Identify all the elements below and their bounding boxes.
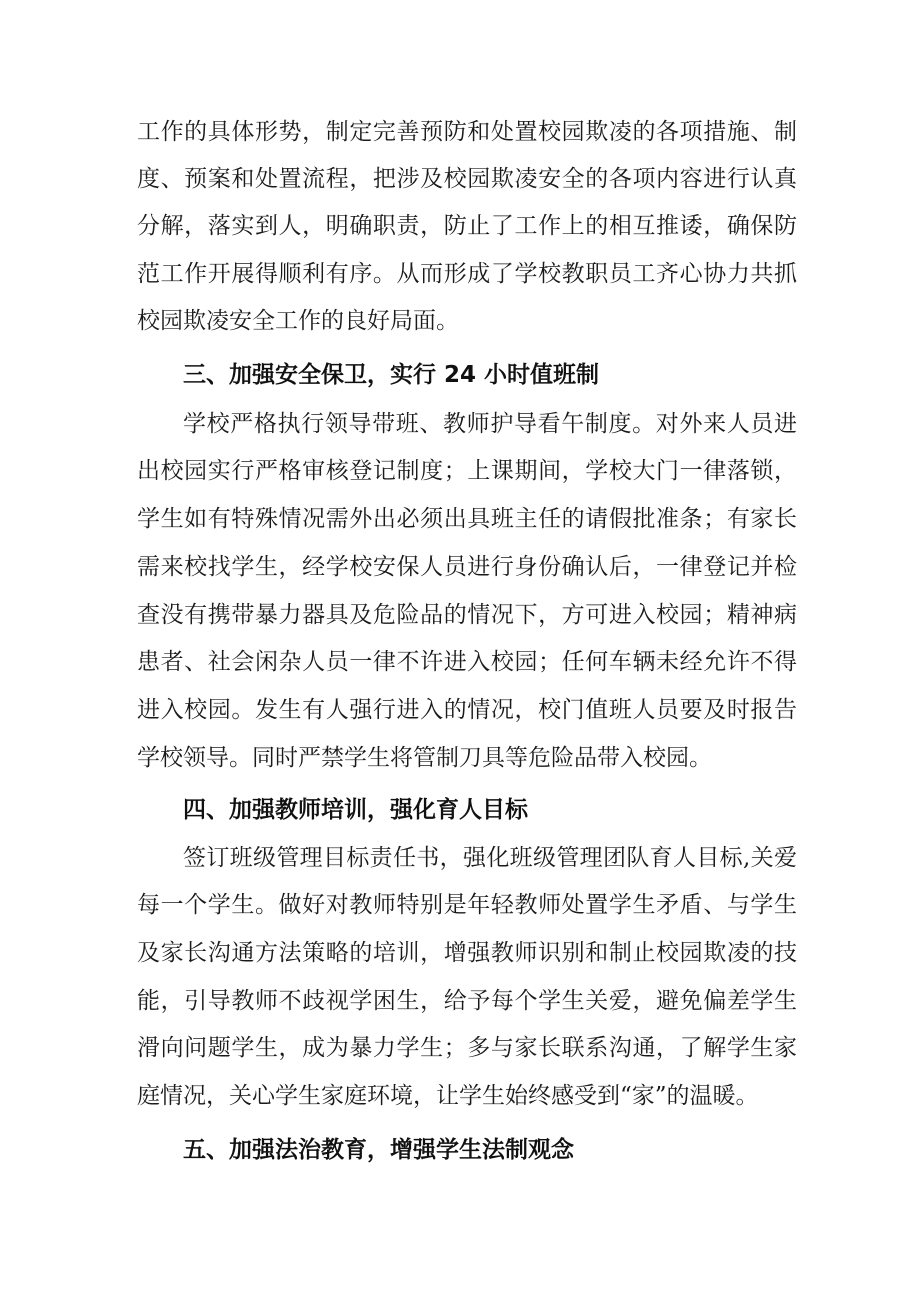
paragraph-line: 进入校园。发生有人强行进入的情况，校门值班人员要及时报告 [137,697,797,723]
paragraph-line: 庭情况，关心学生家庭环境，让学生始终感受到“家”的温暖。 [137,1083,759,1109]
paragraph-line: 滑向问题学生，成为暴力学生；多与家长联系沟通，了解学生家 [137,1035,797,1061]
paragraph-line: 每一个学生。做好对教师特别是年轻教师处置学生矛盾、与学生 [137,892,797,918]
paragraph-line: 出校园实行严格审核登记制度；上课期间，学校大门一律落锁， [137,458,797,484]
paragraph-line: 及家长沟通方法策略的培训，增强教师识别和制止校园欺凌的技 [137,940,797,966]
paragraph-line: 学生如有特殊情况需外出必须出具班主任的请假批准条；有家长 [137,506,797,532]
paragraph-line: 能，引导教师不歧视学困生，给予每个学生关爱，避免偏差学生 [137,988,797,1014]
paragraph-line: 签订班级管理目标责任书，强化班级管理团队育人目标,关爱 [183,845,797,871]
paragraph-line: 需来校找学生，经学校安保人员进行身份确认后，一律登记并检 [137,554,797,580]
paragraph-line: 度、预案和处置流程，把涉及校园欺凌安全的各项内容进行认真 [137,166,797,192]
paragraph-line: 工作的具体形势，制定完善预防和处置校园欺凌的各项措施、制 [137,119,797,145]
paragraph-line: 校园欺凌安全工作的良好局面。 [137,308,459,334]
section-heading-5: 五、加强法治教育，增强学生法制观念 [183,1137,574,1163]
paragraph-line: 患者、社会闲杂人员一律不许进入校园；任何车辆未经允许不得 [137,649,797,675]
paragraph-line: 学校严格执行领导带班、教师护导看午制度。对外来人员进 [183,411,797,437]
paragraph-line: 查没有携带暴力器具及危险品的情况下，方可进入校园；精神病 [137,602,797,628]
section-heading-4: 四、加强教师培训，强化育人目标 [183,797,528,823]
paragraph-line: 范工作开展得顺利有序。从而形成了学校教职员工齐心协力共抓 [137,261,797,287]
section-heading-3: 三、加强安全保卫，实行 24 小时值班制 [183,362,600,388]
paragraph-line: 分解，落实到人，明确职责，防止了工作上的相互推诿，确保防 [137,213,797,239]
paragraph-line: 学校领导。同时严禁学生将管制刀具等危险品带入校园。 [137,745,712,771]
